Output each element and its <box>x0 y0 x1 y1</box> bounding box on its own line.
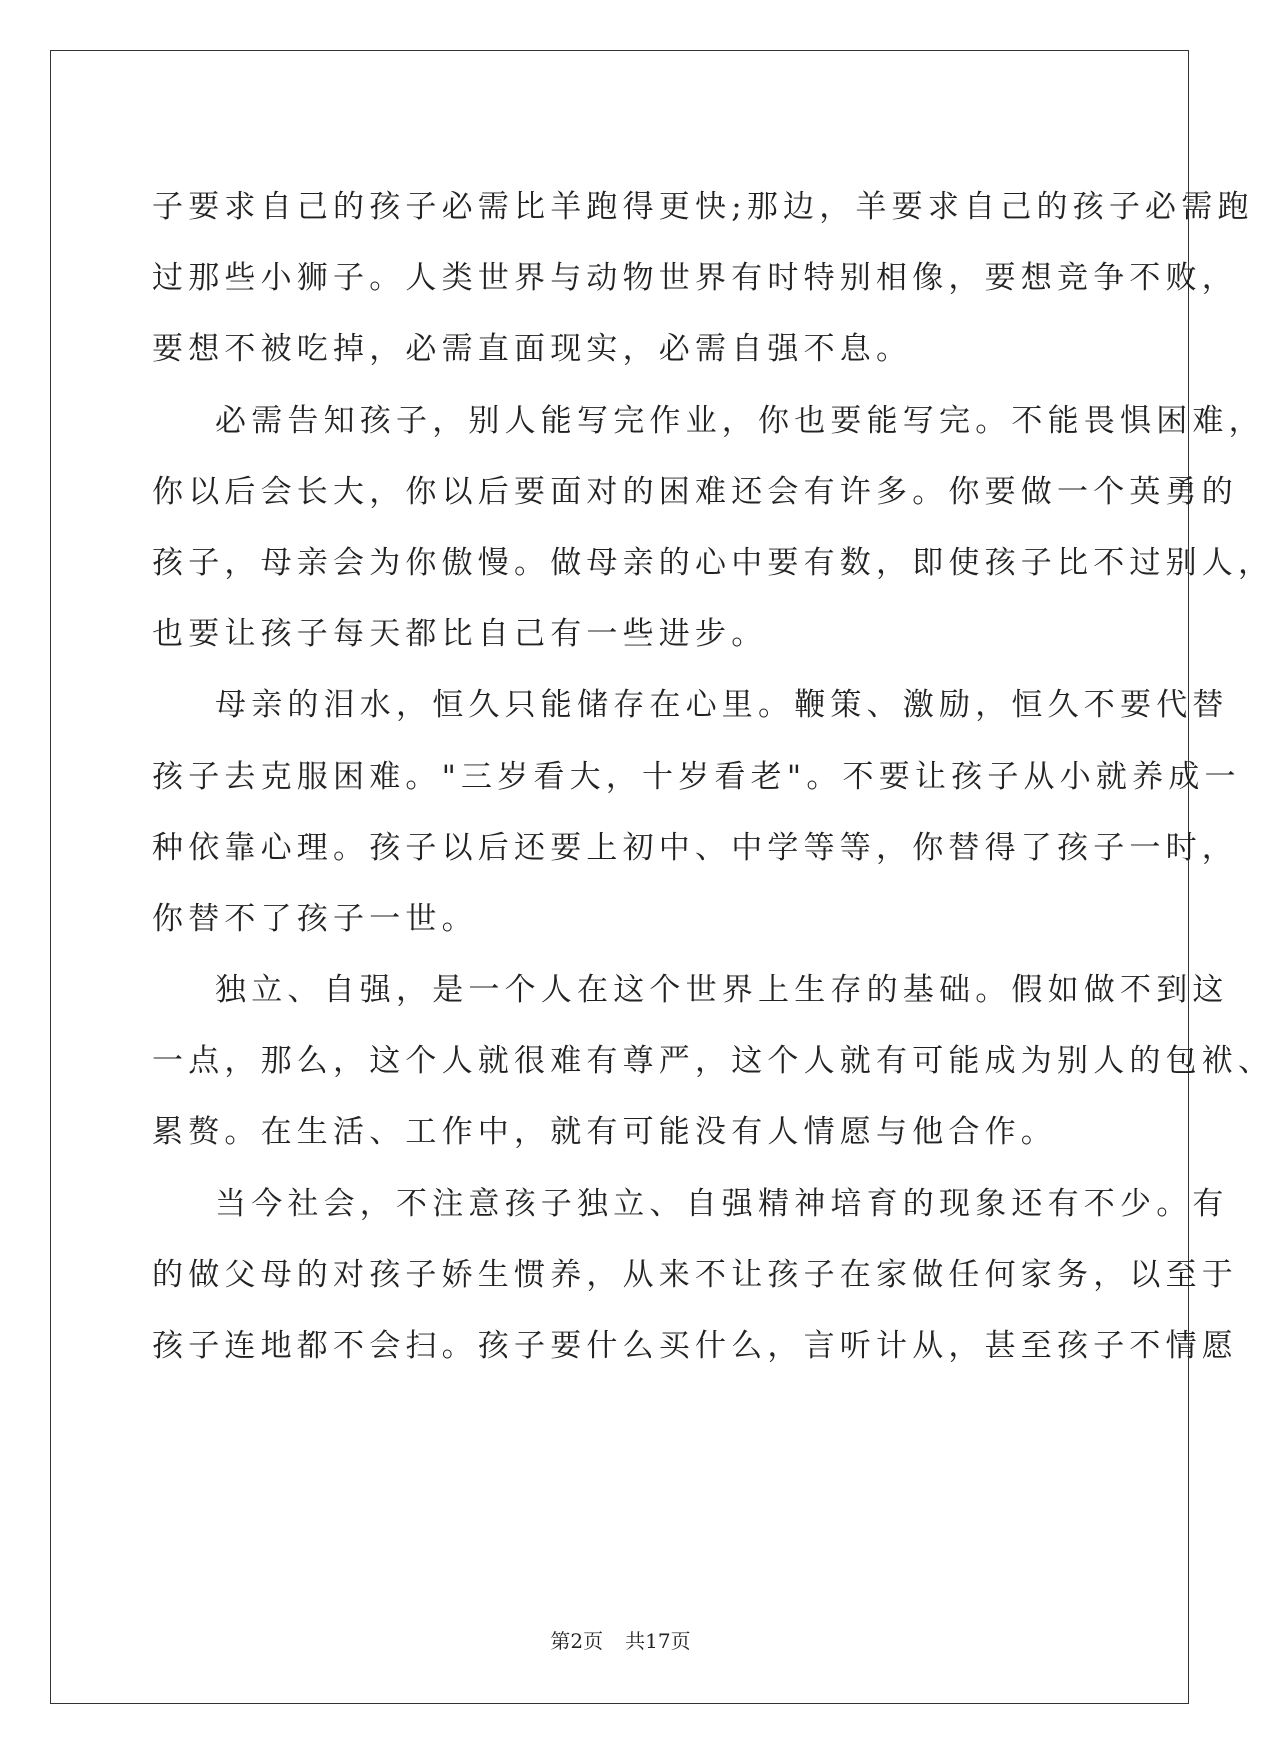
text-line <box>152 521 1274 592</box>
text-line-content: 一点，那么，这个人就很难有尊严，这个人就有可能成为别人的包袱、 <box>152 1043 1274 1080</box>
text-line-content: 也要让孩子每天都比自己有一些进步。 <box>152 616 768 653</box>
text-line <box>152 307 1132 378</box>
text-line <box>152 735 1241 806</box>
paragraph-start-line <box>152 379 1265 450</box>
paragraph-start-line <box>152 1162 1229 1233</box>
text-line <box>152 450 1238 521</box>
text-line-content: 要想不被吃掉，必需直面现实，必需自强不息。 <box>152 331 913 368</box>
text-line-content: 你以后会长大，你以后要面对的困难还会有许多。你要做一个英勇的 <box>152 473 1238 510</box>
text-line-content: 独立、自强，是一个人在这个世界上生存的基础。假如做不到这 <box>215 972 1229 1009</box>
paragraph-start-line <box>152 948 1229 1019</box>
text-line-content: 必需告知孩子，别人能写完作业，你也要能写完。不能畏惧困难， <box>215 402 1265 439</box>
page-footer <box>0 1625 1241 1654</box>
text-line <box>152 1019 1274 1090</box>
text-line-content: 累赘。在生活、工作中，就有可能没有人情愿与他合作。 <box>152 1114 1057 1151</box>
page-number-label: 第2页 <box>550 1629 604 1653</box>
text-line <box>152 165 1254 236</box>
text-line <box>152 1233 1238 1304</box>
text-line <box>152 1090 1132 1161</box>
text-line-content: 孩子去克服困难。"三岁看大，十岁看老"。不要让孩子从小就养成一 <box>152 758 1241 795</box>
total-pages-label: 共17页 <box>625 1629 691 1653</box>
text-line <box>152 1304 1238 1375</box>
text-line-content: 的做父母的对孩子娇生惯养，从来不让孩子在家做任何家务，以至于 <box>152 1256 1238 1293</box>
text-line-content: 过那些小狮子。人类世界与动物世界有时特别相像，要想竞争不败， <box>152 260 1238 297</box>
text-line-content: 你替不了孩子一世。 <box>152 900 478 937</box>
text-line-content: 母亲的泪水，恒久只能储存在心里。鞭策、激励，恒久不要代替 <box>215 687 1229 724</box>
text-line <box>152 877 1132 948</box>
document-body <box>152 165 1274 1375</box>
text-line-content: 当今社会，不注意孩子独立、自强精神培育的现象还有不少。有 <box>215 1185 1229 1222</box>
text-line-content: 孩子连地都不会扫。孩子要什么买什么，言听计从，甚至孩子不情愿 <box>152 1328 1238 1364</box>
text-line <box>152 236 1238 307</box>
paragraph-start-line <box>152 663 1229 734</box>
text-line-content: 子要求自己的孩子必需比羊跑得更快;那边，羊要求自己的孩子必需跑 <box>152 189 1254 225</box>
text-line-content: 种依靠心理。孩子以后还要上初中、中学等等，你替得了孩子一时， <box>152 829 1238 866</box>
text-line <box>152 806 1238 877</box>
text-line <box>152 592 1132 663</box>
text-line-content: 孩子，母亲会为你傲慢。做母亲的心中要有数，即使孩子比不过别人， <box>152 544 1274 581</box>
